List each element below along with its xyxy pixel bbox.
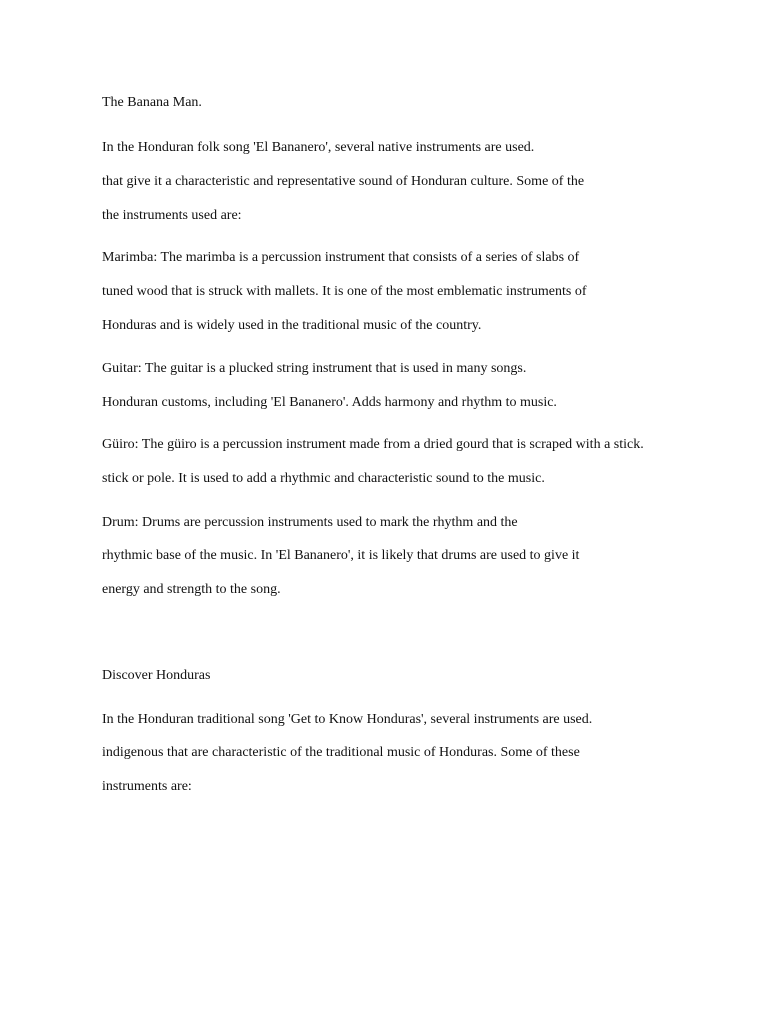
paragraph-line: tuned wood that is struck with mallets. It is one of the most emblematic instruments of bbox=[102, 284, 587, 299]
paragraph-line: energy and strength to the song. bbox=[102, 582, 281, 597]
paragraph-line: Honduras and is widely used in the traditional music of the country. bbox=[102, 318, 482, 333]
section-title: The Banana Man. bbox=[102, 95, 202, 110]
paragraph-line: the instruments used are: bbox=[102, 208, 242, 223]
paragraph-line: indigenous that are characteristic of the traditional music of Honduras. Some of these bbox=[102, 745, 580, 760]
paragraph-line: rhythmic base of the music. In 'El Bananero', it is likely that drums are used to give it bbox=[102, 548, 580, 563]
paragraph-line: In the Honduran folk song 'El Bananero', several native instruments are used. bbox=[102, 140, 535, 155]
section-title: Discover Honduras bbox=[102, 668, 211, 683]
paragraph-line: Drum: Drums are percussion instruments used to mark the rhythm and the bbox=[102, 515, 518, 530]
paragraph-line: stick or pole. It is used to add a rhythmic and characteristic sound to the music. bbox=[102, 471, 545, 486]
paragraph-line: instruments are: bbox=[102, 779, 192, 794]
paragraph-line: that give it a characteristic and representative sound of Honduran culture. Some of the bbox=[102, 174, 585, 189]
paragraph-line: Güiro: The güiro is a percussion instrument made from a dried gourd that is scraped with a stick. bbox=[102, 437, 644, 452]
paragraph-line: Guitar: The guitar is a plucked string instrument that is used in many songs. bbox=[102, 361, 527, 376]
paragraph-line: Honduran customs, including 'El Bananero'. Adds harmony and rhythm to music. bbox=[102, 395, 557, 410]
paragraph-line: Marimba: The marimba is a percussion instrument that consists of a series of slabs of bbox=[102, 250, 580, 265]
paragraph-line: In the Honduran traditional song 'Get to Know Honduras', several instruments are used. bbox=[102, 712, 593, 727]
